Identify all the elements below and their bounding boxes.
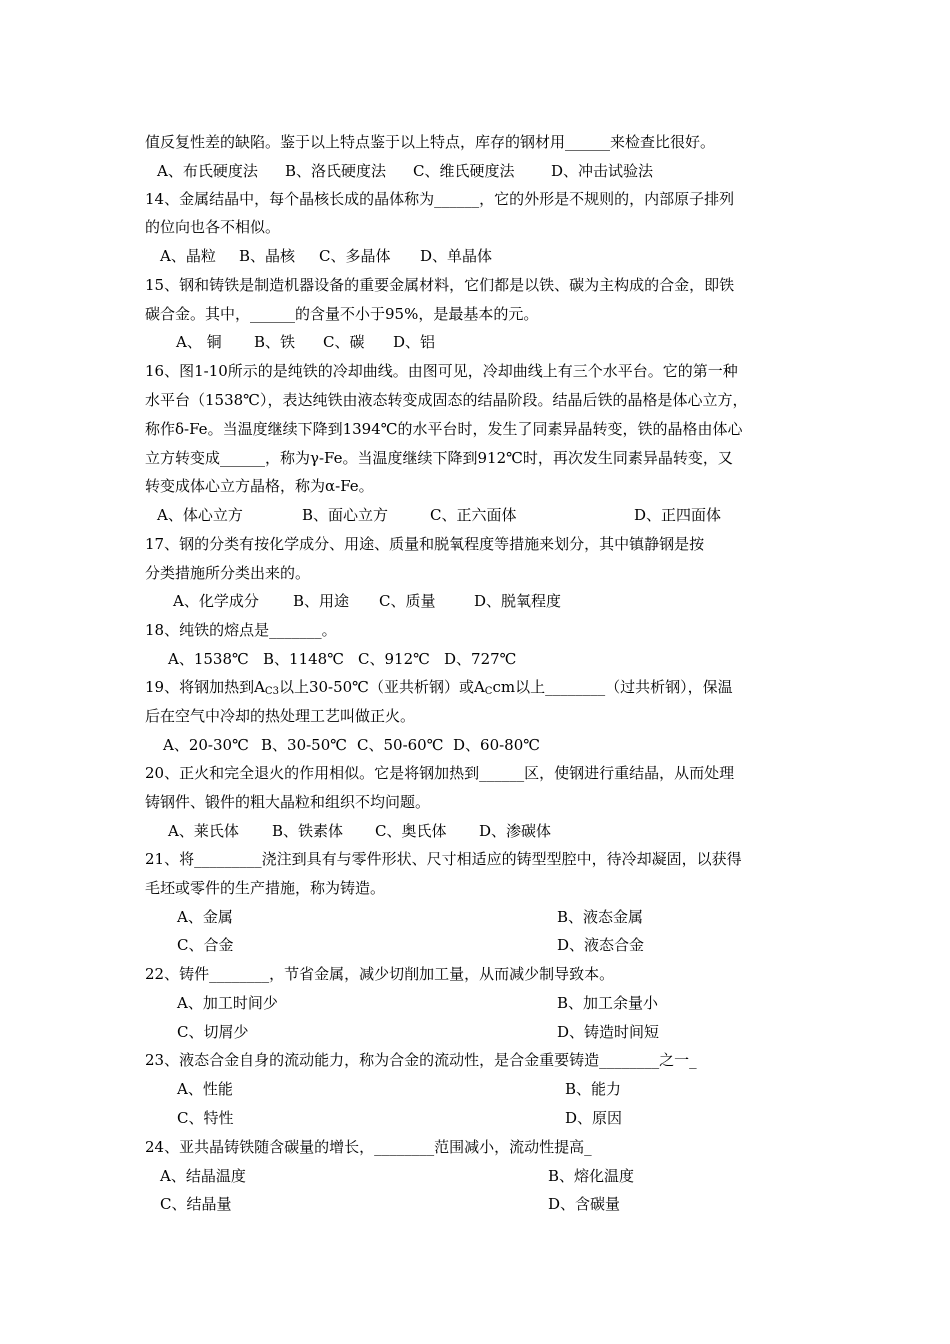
q13-option-c: C、维氏硬度法 xyxy=(413,162,515,180)
q13-option-a: A、布氏硬度法 xyxy=(157,162,258,180)
q16-option-a: A、体心立方 xyxy=(157,506,243,524)
q15-option-d: D、铝 xyxy=(393,333,436,351)
q18-option-b: B、1148℃ xyxy=(263,650,344,668)
q19-text-line1: 19、将钢加热到$A_{C3}$以上30-50℃（亚共析钢）或$A_Ccm$以上________（过共析钢），保温 xyxy=(145,678,733,697)
q20-text-line2: 铸钢件、锻件的粗大晶粒和组织不均问题。 xyxy=(145,793,431,811)
q22-option-a: A、加工时间少 xyxy=(177,994,278,1012)
q13-option-b: B、洛氏硬度法 xyxy=(285,162,387,180)
q17-text-line1: 17、钢的分类有按化学成分、用途、质量和脱氧程度等措施来划分，其中镇静钢是按 xyxy=(145,535,705,553)
q24-option-c: C、结晶量 xyxy=(160,1195,232,1213)
q15-text-line2: 碳合金。其中，______的含量不小于95%，是最基本的元。 xyxy=(145,305,539,323)
q23-option-c: C、特性 xyxy=(177,1109,234,1127)
q19-option-a: A、20-30℃ xyxy=(163,736,249,754)
q21-text-line1: 21、将_________浇注到具有与零件形状、尺寸相适应的铸型型腔中，待冷却凝固，以获得 xyxy=(145,850,742,868)
q22-option-d: D、铸造时间短 xyxy=(557,1023,660,1041)
q21-option-b: B、液态金属 xyxy=(557,908,644,926)
q20-option-d: D、渗碳体 xyxy=(479,822,552,840)
q24-option-d: D、含碳量 xyxy=(548,1195,621,1213)
q20-option-b: B、铁素体 xyxy=(272,822,344,840)
q15-text-line1: 15、钢和铸铁是制造机器设备的重要金属材料，它们都是以铁、碳为主构成的合金，即铁 xyxy=(145,276,735,294)
q14-text-line2: 的位向也各不相似。 xyxy=(145,218,281,236)
q19-option-b: B、30-50℃ xyxy=(261,736,348,754)
q14-text-line1: 14、金属结晶中，每个晶核长成的晶体称为______，它的外形是不规则的，内部原子排列 xyxy=(145,190,735,208)
q20-option-a: A、莱氏体 xyxy=(168,822,239,840)
q14-option-b: B、晶核 xyxy=(239,247,296,265)
q22-text: 22、铸件________，节省金属，减少切削加工量，从而减少制导致本。 xyxy=(145,965,615,983)
q24-option-b: B、熔化温度 xyxy=(548,1167,635,1185)
q17-text-line2: 分类措施所分类出来的。 xyxy=(145,564,311,582)
q18-option-c: C、912℃ xyxy=(358,650,430,668)
q19-option-c: C、50-60℃ xyxy=(357,736,444,754)
q14-option-a: A、晶粒 xyxy=(160,247,216,265)
q13-option-d: D、冲击试验法 xyxy=(551,162,654,180)
q13-text: 值反复性差的缺陷。鉴于以上特点鉴于以上特点，库存的钢材用______来检查比很好。 xyxy=(145,133,716,151)
q24-option-a: A、结晶温度 xyxy=(160,1167,246,1185)
q17-option-d: D、脱氧程度 xyxy=(474,592,562,610)
q18-text: 18、纯铁的熔点是_______。 xyxy=(145,621,337,639)
q17-option-b: B、用途 xyxy=(293,592,350,610)
q24-text: 24、亚共晶铸铁随含碳量的增长，________范围减小，流动性提高_ xyxy=(145,1138,592,1156)
q14-option-d: D、单晶体 xyxy=(420,247,493,265)
q21-option-d: D、液态合金 xyxy=(557,936,645,954)
q19-option-d: D、60-80℃ xyxy=(453,736,541,754)
q23-option-a: A、性能 xyxy=(177,1080,233,1098)
q16-text-line2: 水平台（1538℃），表达纯铁由液态转变成固态的结晶阶段。结晶后铁的晶格是体心立方， xyxy=(145,391,748,409)
q21-text-line2: 毛坯或零件的生产措施，称为铸造。 xyxy=(145,879,386,897)
q15-option-a: A、 铜 xyxy=(176,333,222,351)
q23-text: 23、液态合金自身的流动能力，称为合金的流动性，是合金重要铸造________之一_ xyxy=(145,1051,697,1069)
q18-option-d: D、727℃ xyxy=(444,650,517,668)
q20-option-c: C、奥氏体 xyxy=(375,822,447,840)
q14-option-c: C、多晶体 xyxy=(319,247,391,265)
q21-option-c: C、合金 xyxy=(177,936,234,954)
q22-option-b: B、加工余量小 xyxy=(557,994,659,1012)
q21-option-a: A、金属 xyxy=(177,908,233,926)
q16-text-line4: 立方转变成______，称为γ-Fe。当温度继续下降到912℃时，再次发生同素异晶转变，又 xyxy=(145,449,733,467)
q15-option-b: B、铁 xyxy=(254,333,296,351)
q16-text-line3: 称作δ-Fe。当温度继续下降到1394℃的水平台时，发生了同素异晶转变，铁的晶格由体心 xyxy=(145,420,743,438)
q16-option-b: B、面心立方 xyxy=(302,506,389,524)
q23-option-d: D、原因 xyxy=(565,1109,623,1127)
q17-option-a: A、化学成分 xyxy=(173,592,259,610)
q16-option-d: D、正四面体 xyxy=(634,506,722,524)
q17-option-c: C、质量 xyxy=(379,592,436,610)
q16-option-c: C、正六面体 xyxy=(430,506,517,524)
q16-text-line1: 16、图1-10所示的是纯铁的冷却曲线。由图可见，冷却曲线上有三个水平台。它的第一种 xyxy=(145,362,738,380)
q20-text-line1: 20、正火和完全退火的作用相似。它是将钢加热到______区，使钢进行重结晶，从而处理 xyxy=(145,764,735,782)
q18-option-a: A、1538℃ xyxy=(168,650,249,668)
q19-text-line2: 后在空气中冷却的热处理工艺叫做正火。 xyxy=(145,707,416,725)
q16-text-line5: 转变成体心立方晶格，称为α-Fe。 xyxy=(145,477,374,495)
q22-option-c: C、切屑少 xyxy=(177,1023,249,1041)
q15-option-c: C、碳 xyxy=(323,333,365,351)
q23-option-b: B、能力 xyxy=(565,1080,622,1098)
